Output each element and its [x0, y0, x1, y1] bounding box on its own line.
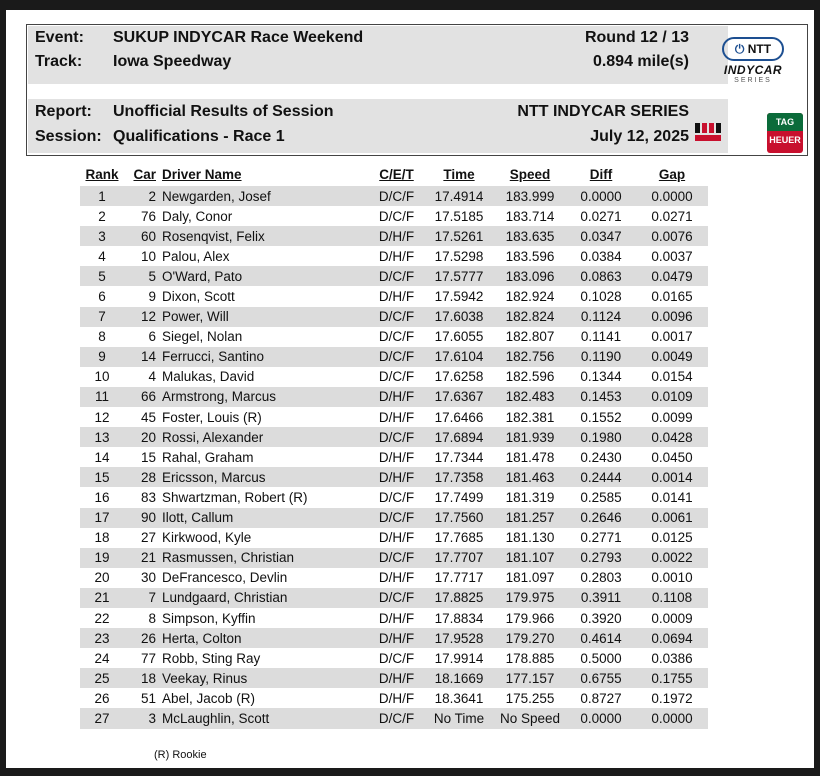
track-label: Track: [35, 53, 83, 70]
rank-cell: 4 [98, 248, 106, 264]
speed-cell: 181.097 [505, 570, 555, 586]
speed-cell: 181.319 [505, 489, 555, 505]
gap-cell: 0.0076 [636, 226, 708, 246]
driver-cell: Shwartzman, Robert (R) [162, 489, 308, 505]
car-cell: 12 [124, 307, 162, 327]
rank-cell: 25 [80, 668, 124, 688]
gap-cell: 0.0165 [651, 289, 693, 305]
table-row [80, 226, 708, 246]
cet-cell: D/H/F [369, 226, 424, 246]
car-cell: 3 [124, 708, 162, 728]
time-cell: 17.6104 [424, 347, 494, 367]
gap-cell: 0.0009 [651, 610, 693, 626]
diff-cell: 0.1124 [566, 307, 636, 327]
cet-cell: D/C/F [378, 369, 415, 385]
driver-cell: Simpson, Kyffin [162, 610, 256, 626]
table-row [80, 427, 708, 447]
table-row [80, 186, 708, 206]
car-cell: 6 [148, 329, 156, 345]
col-driver: Driver Name [162, 166, 242, 182]
time-cell: 17.7685 [434, 530, 484, 546]
results-table [80, 162, 708, 729]
car-cell: 26 [124, 628, 162, 648]
driver-cell: Rahal, Graham [162, 449, 254, 465]
table-row [80, 286, 708, 306]
driver-cell: O'Ward, Pato [162, 266, 369, 286]
gap-cell: 0.0271 [651, 208, 693, 224]
col-gap: Gap [658, 166, 686, 182]
gap-cell: 0.1108 [636, 588, 708, 608]
time-cell: 17.9914 [434, 650, 484, 666]
driver-cell: Herta, Colton [162, 628, 369, 648]
rank-cell: 27 [80, 708, 124, 728]
ntt-text: NTT [747, 42, 772, 56]
car-cell: 77 [140, 650, 156, 666]
diff-cell: 0.1980 [566, 427, 636, 447]
driver-cell: Dixon, Scott [162, 289, 235, 305]
diff-cell: 0.0271 [580, 208, 622, 224]
driver-cell: Rossi, Alexander [162, 427, 369, 447]
cet-cell: D/C/F [369, 427, 424, 447]
table-row [80, 206, 708, 226]
col-car: Car [133, 166, 156, 182]
table-row [80, 467, 708, 487]
table-row [80, 327, 708, 347]
table-header-row [80, 162, 708, 186]
diff-cell: 0.2444 [566, 467, 636, 487]
time-cell: 17.5261 [424, 226, 494, 246]
rank-cell: 10 [94, 369, 110, 385]
report-value: Unofficial Results of Session [113, 103, 334, 120]
rank-cell: 26 [94, 690, 110, 706]
cet-cell: D/C/F [369, 307, 424, 327]
diff-cell: 0.1552 [580, 409, 622, 425]
gap-cell: 0.0694 [636, 628, 708, 648]
speed-cell: 182.924 [505, 289, 555, 305]
rank-cell: 3 [80, 226, 124, 246]
gap-cell: 0.0022 [636, 548, 708, 568]
cet-cell: D/H/F [369, 628, 424, 648]
rank-cell: 8 [98, 329, 106, 345]
gap-cell: 0.1755 [636, 668, 708, 688]
time-cell: 17.7560 [424, 508, 494, 528]
diff-cell: 0.1028 [580, 289, 622, 305]
col-rank: Rank [85, 166, 119, 182]
col-speed: Speed [509, 166, 551, 182]
cet-cell: D/C/F [378, 329, 415, 345]
rank-cell: 18 [94, 530, 110, 546]
driver-cell: Foster, Louis (R) [162, 409, 262, 425]
diff-cell: 0.0347 [566, 226, 636, 246]
time-cell: 17.6894 [424, 427, 494, 447]
time-cell: 17.7717 [434, 570, 484, 586]
gap-cell: 0.0099 [651, 409, 693, 425]
series-wordmark: SERIES [734, 77, 772, 84]
speed-cell: 178.885 [505, 650, 555, 666]
gap-cell: 0.0014 [636, 467, 708, 487]
gap-cell: 0.1972 [651, 690, 693, 706]
driver-cell: McLaughlin, Scott [162, 708, 369, 728]
table-row [80, 407, 708, 427]
speed-cell: 183.714 [505, 208, 555, 224]
speed-cell: 182.381 [505, 409, 555, 425]
gap-cell: 0.0428 [636, 427, 708, 447]
table-row [80, 548, 708, 568]
driver-cell: Siegel, Nolan [162, 329, 243, 345]
diff-cell: 0.2646 [566, 508, 636, 528]
speed-cell: 183.596 [505, 248, 555, 264]
time-cell: 17.5185 [434, 208, 484, 224]
cet-cell: D/C/F [369, 588, 424, 608]
speed-cell: 179.966 [505, 610, 555, 626]
gap-cell: 0.0141 [651, 489, 693, 505]
diff-cell: 0.8727 [580, 690, 622, 706]
time-cell: 17.5777 [424, 266, 494, 286]
speed-cell: 177.157 [494, 668, 566, 688]
diff-cell: 0.1190 [566, 347, 636, 367]
rank-cell: 7 [80, 307, 124, 327]
gap-cell: 0.0386 [651, 650, 693, 666]
session-value: Qualifications - Race 1 [113, 128, 285, 145]
tag-text: TAG [767, 113, 803, 131]
car-cell: 21 [124, 548, 162, 568]
speed-cell: 179.270 [494, 628, 566, 648]
driver-cell: Power, Will [162, 307, 369, 327]
car-cell: 66 [124, 387, 162, 407]
cet-cell: D/C/F [369, 548, 424, 568]
driver-cell: DeFrancesco, Devlin [162, 570, 288, 586]
car-cell: 14 [124, 347, 162, 367]
report-header [26, 24, 808, 156]
car-cell: 20 [124, 427, 162, 447]
car-cell: 7 [124, 588, 162, 608]
driver-cell: Rasmussen, Christian [162, 548, 369, 568]
rank-cell: 16 [94, 489, 110, 505]
driver-cell: Robb, Sting Ray [162, 650, 261, 666]
gap-cell: 0.0125 [651, 530, 693, 546]
cet-cell: D/H/F [378, 570, 415, 586]
speed-cell: 183.635 [494, 226, 566, 246]
cet-cell: D/H/F [378, 530, 415, 546]
table-row [80, 608, 708, 628]
report-label: Report: [35, 103, 92, 120]
cet-cell: D/C/F [378, 650, 415, 666]
tag-heuer-logo [767, 113, 803, 153]
time-cell: 17.6367 [424, 387, 494, 407]
table-row [80, 447, 708, 467]
driver-cell: Daly, Conor [162, 208, 233, 224]
ntt-badge [722, 37, 784, 61]
gap-cell: 0.0450 [651, 449, 693, 465]
time-cell: 17.8834 [434, 610, 484, 626]
table-row [80, 246, 708, 266]
date-value: July 12, 2025 [590, 128, 689, 145]
driver-cell: Newgarden, Josef [162, 186, 369, 206]
rank-cell: 9 [80, 347, 124, 367]
diff-cell: 0.1344 [580, 369, 622, 385]
rank-cell: 14 [94, 449, 110, 465]
rank-cell: 12 [94, 409, 110, 425]
time-cell: 17.4914 [424, 186, 494, 206]
time-cell: 17.6258 [434, 369, 484, 385]
distance-value: 0.894 mile(s) [592, 53, 689, 70]
rank-cell: 19 [80, 548, 124, 568]
car-cell: 76 [140, 208, 156, 224]
gap-cell: 0.0109 [636, 387, 708, 407]
table-row [80, 588, 708, 608]
speed-cell: No Speed [494, 708, 566, 728]
rank-cell: 6 [98, 289, 106, 305]
cet-cell: D/C/F [369, 508, 424, 528]
cet-cell: D/C/F [378, 489, 415, 505]
driver-cell: Abel, Jacob (R) [162, 690, 256, 706]
rank-cell: 15 [80, 467, 124, 487]
gap-cell: 0.0010 [651, 570, 693, 586]
table-row [80, 688, 708, 708]
diff-cell: 0.3911 [566, 588, 636, 608]
table-row [80, 508, 708, 528]
rank-cell: 20 [94, 570, 110, 586]
table-row [80, 568, 708, 588]
cet-cell: D/H/F [378, 289, 415, 305]
speed-cell: 182.807 [505, 329, 555, 345]
rank-cell: 21 [80, 588, 124, 608]
diff-cell: 0.0384 [580, 248, 622, 264]
indycar-wordmark: INDYCAR [723, 63, 783, 77]
speed-cell: 183.999 [494, 186, 566, 206]
rank-cell: 22 [94, 610, 110, 626]
diff-cell: 0.4614 [566, 628, 636, 648]
car-cell: 2 [124, 186, 162, 206]
driver-cell: Kirkwood, Kyle [162, 530, 252, 546]
cet-cell: D/H/F [378, 690, 415, 706]
driver-cell: Veekay, Rinus [162, 668, 369, 688]
diff-cell: 0.5000 [580, 650, 622, 666]
rank-cell: 11 [80, 387, 124, 407]
track-value: Iowa Speedway [113, 53, 232, 70]
cet-cell: D/C/F [369, 266, 424, 286]
col-diff: Diff [589, 166, 613, 182]
driver-cell: Ericsson, Marcus [162, 467, 369, 487]
speed-cell: 182.596 [505, 369, 555, 385]
diff-cell: 0.0863 [566, 266, 636, 286]
table-row [80, 528, 708, 548]
car-cell: 45 [140, 409, 156, 425]
time-cell: 17.6466 [434, 409, 484, 425]
session-label: Session: [35, 128, 102, 145]
table-row [80, 648, 708, 668]
cet-cell: D/C/F [378, 208, 415, 224]
driver-cell: Ilott, Callum [162, 508, 369, 528]
cet-cell: D/C/F [369, 347, 424, 367]
driver-cell: Malukas, David [162, 369, 255, 385]
driver-cell: Rosenqvist, Felix [162, 226, 369, 246]
table-row [80, 367, 708, 387]
rookie-footnote: (R) Rookie [154, 749, 207, 761]
car-cell: 83 [140, 489, 156, 505]
car-cell: 60 [124, 226, 162, 246]
diff-cell: 0.1453 [566, 387, 636, 407]
car-cell: 4 [148, 369, 156, 385]
diff-cell: 0.2771 [580, 530, 622, 546]
round-value: Round 12 / 13 [584, 29, 689, 46]
car-cell: 90 [124, 508, 162, 528]
table-row [80, 266, 708, 286]
car-cell: 10 [140, 248, 156, 264]
car-cell: 51 [140, 690, 156, 706]
gap-cell: 0.0154 [651, 369, 693, 385]
event-label: Event: [35, 29, 84, 46]
diff-cell: 0.1141 [580, 329, 622, 345]
table-row [80, 347, 708, 367]
speed-cell: 181.478 [505, 449, 555, 465]
ntt-indycar-logo [721, 37, 785, 97]
diff-cell: 0.2803 [580, 570, 622, 586]
rank-cell: 5 [80, 266, 124, 286]
time-cell: 17.7707 [424, 548, 494, 568]
rank-cell: 24 [94, 650, 110, 666]
gap-cell: 0.0037 [651, 248, 693, 264]
gap-cell: 0.0061 [636, 508, 708, 528]
car-cell: 9 [148, 289, 156, 305]
cet-cell: D/H/F [369, 467, 424, 487]
speed-cell: 181.939 [494, 427, 566, 447]
cet-cell: D/H/F [369, 387, 424, 407]
speed-cell: 182.824 [494, 307, 566, 327]
gap-cell: 0.0479 [636, 266, 708, 286]
time-cell: 18.3641 [434, 690, 484, 706]
power-icon: ⏻ [734, 42, 745, 56]
driver-cell: Lundgaard, Christian [162, 588, 369, 608]
time-cell: 17.7358 [424, 467, 494, 487]
car-cell: 5 [124, 266, 162, 286]
speed-cell: 181.257 [494, 508, 566, 528]
col-cet: C/E/T [379, 166, 414, 182]
rank-cell: 13 [80, 427, 124, 447]
time-cell: 17.5942 [434, 289, 484, 305]
cet-cell: D/H/F [369, 668, 424, 688]
table-row [80, 668, 708, 688]
speed-cell: 181.130 [505, 530, 555, 546]
time-cell: 17.8825 [424, 588, 494, 608]
diff-cell: 0.2793 [566, 548, 636, 568]
table-row [80, 307, 708, 327]
time-cell: No Time [424, 708, 494, 728]
time-cell: 18.1669 [424, 668, 494, 688]
speed-cell: 182.483 [494, 387, 566, 407]
gap-cell: 0.0000 [636, 186, 708, 206]
rank-cell: 2 [98, 208, 106, 224]
car-cell: 8 [148, 610, 156, 626]
diff-cell: 0.0000 [566, 708, 636, 728]
driver-cell: Ferrucci, Santino [162, 347, 369, 367]
heuer-text: HEUER [769, 135, 801, 145]
indycar-flag-logo [693, 121, 725, 145]
diff-cell: 0.3920 [580, 610, 622, 626]
speed-cell: 181.107 [494, 548, 566, 568]
time-cell: 17.5298 [434, 248, 484, 264]
event-value: SUKUP INDYCAR Race Weekend [113, 29, 364, 46]
cet-cell: D/H/F [378, 409, 415, 425]
diff-cell: 0.6755 [566, 668, 636, 688]
diff-cell: 0.0000 [566, 186, 636, 206]
results-body [80, 186, 708, 729]
car-cell: 15 [140, 449, 156, 465]
series-value: NTT INDYCAR SERIES [517, 103, 689, 120]
speed-cell: 181.463 [494, 467, 566, 487]
car-cell: 28 [124, 467, 162, 487]
cet-cell: D/H/F [378, 248, 415, 264]
speed-cell: 175.255 [505, 690, 555, 706]
rank-cell: 17 [80, 508, 124, 528]
rank-cell: 23 [80, 628, 124, 648]
time-cell: 17.7499 [434, 489, 484, 505]
col-time: Time [443, 166, 475, 182]
speed-cell: 179.975 [494, 588, 566, 608]
speed-cell: 182.756 [494, 347, 566, 367]
car-cell: 27 [140, 530, 156, 546]
cet-cell: D/C/F [369, 186, 424, 206]
driver-cell: Armstrong, Marcus [162, 387, 369, 407]
results-sheet [6, 10, 814, 768]
table-row [80, 487, 708, 507]
car-cell: 30 [140, 570, 156, 586]
gap-cell: 0.0049 [636, 347, 708, 367]
rank-cell: 1 [80, 186, 124, 206]
gap-cell: 0.0000 [636, 708, 708, 728]
cet-cell: D/C/F [369, 708, 424, 728]
table-row [80, 628, 708, 648]
diff-cell: 0.2585 [580, 489, 622, 505]
gap-cell: 0.0017 [651, 329, 693, 345]
driver-cell: Palou, Alex [162, 248, 230, 264]
diff-cell: 0.2430 [580, 449, 622, 465]
cet-cell: D/H/F [378, 449, 415, 465]
time-cell: 17.9528 [424, 628, 494, 648]
time-cell: 17.6055 [434, 329, 484, 345]
car-cell: 18 [124, 668, 162, 688]
time-cell: 17.7344 [434, 449, 484, 465]
speed-cell: 183.096 [494, 266, 566, 286]
table-row [80, 387, 708, 407]
table-row [80, 708, 708, 728]
time-cell: 17.6038 [424, 307, 494, 327]
gap-cell: 0.0096 [636, 307, 708, 327]
cet-cell: D/H/F [378, 610, 415, 626]
